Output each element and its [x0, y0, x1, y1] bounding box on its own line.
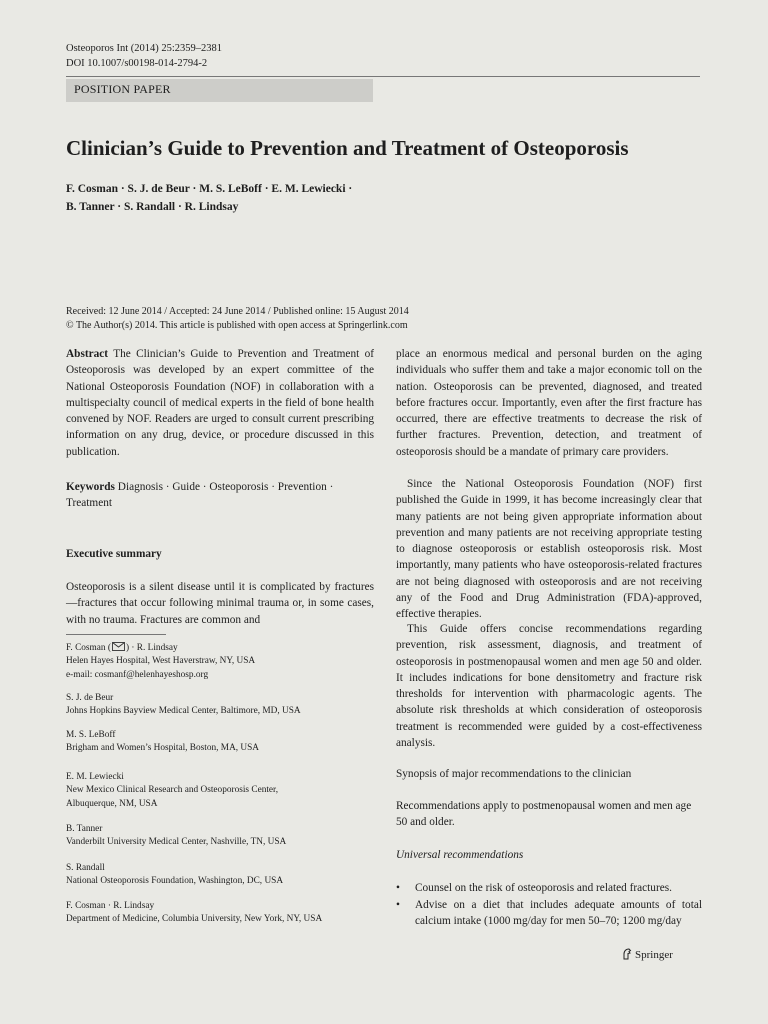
affiliation-4-name: E. M. Lewiecki [66, 772, 124, 782]
keywords-label: Keywords [66, 481, 115, 493]
article-title: Clinician’s Guide to Prevention and Treatment of Osteoporosis [66, 136, 629, 160]
affiliation-2 [66, 692, 301, 719]
recommendations-scope: Recommendations apply to postmenopausal women and men age 50 and older. [396, 800, 692, 829]
doi: DOI 10.1007/s00198-014-2794-2 [66, 58, 208, 69]
affiliation-rule [66, 634, 166, 635]
copyright-symbol: © [66, 320, 74, 331]
affiliation-7-institution: Department of Medicine, Columbia University, New York, NY, USA [66, 914, 323, 925]
body-paragraph-3: This Guide offers concise recommendations regarding prevention, risk assessment, diagnosis, and treatment of osteoporosis in postmenopausal women and men age 50 and older. It includes indications for bone densitometry and fracture risk thresholds for intervention with pharmacologic agents. The absolute risk thresholds at which consideration of osteoporosis treatment is recommended were guided by a cost-effectiveness analysis. [396, 623, 702, 750]
list-item [396, 880, 702, 896]
affiliation-1-name-b: ) · R. Lindsay [125, 643, 178, 653]
affiliation-7-name: F. Cosman · R. Lindsay [66, 901, 155, 911]
bullet-marker: • [396, 899, 400, 911]
envelope-icon[interactable] [112, 642, 125, 651]
header-rule [66, 76, 700, 77]
body-paragraph-2: Since the National Osteoporosis Foundation (NOF) first published the Guide in 1999, it has become increasingly clear that many patients are not being given appropriate information about prevention and many patients are not receiving appropriate testing to diagnose osteoporosis or establish osteoporosis risk. Most importantly, many patients who have osteoporosis-related fractures are not being diagnosed with osteoporosis and are not receiving any of the Food and Drug Administration (FDA)-approved, effective therapies. [396, 478, 702, 621]
affiliation-5 [66, 823, 286, 850]
abstract [66, 346, 374, 460]
keywords [66, 479, 374, 512]
affiliation-6 [66, 862, 283, 889]
affiliation-5-institution: Vanderbilt University Medical Center, Nashville, TN, USA [66, 837, 287, 848]
body-paragraph-1: place an enormous medical and personal burden on the aging individuals who suffer them and take a major economic toll on the nation. Osteoporosis can be prevented, diagnosed, and treated before fractures occur. Importantly, even after the first fracture has occurred, there are effective treatments to decrease the risk of further fractures. Prevention, detection, and treatment of osteoporosis should be a mandate of primary care providers. [396, 348, 702, 458]
copyright-line [66, 318, 408, 333]
executive-summary-text: Osteoporosis is a silent disease until it is complicated by fractures—fractures that occur following minimal trauma or, in some cases, with no trauma. Fractures are common and [66, 581, 374, 626]
copyright-text: The Author(s) 2014. This article is published with open access at Springerlink.com [75, 320, 408, 331]
section-label: POSITION PAPER [74, 82, 171, 96]
affiliation-3-name: M. S. LeBoff [66, 730, 116, 740]
affiliation-4 [66, 771, 278, 811]
affiliation-3 [66, 729, 259, 756]
affiliation-5-name: B. Tanner [66, 824, 103, 834]
publisher-logo [622, 948, 673, 961]
affiliation-6-name: S. Randall [66, 863, 105, 873]
list-item [396, 897, 702, 930]
springer-horse-icon [622, 948, 632, 960]
abstract-label: Abstract [66, 348, 109, 360]
executive-summary-heading: Executive summary [66, 548, 162, 560]
section-label-bar [66, 79, 373, 102]
abstract-text: The Clinician’s Guide to Prevention and Treatment of Osteoporosis was developed by an expert committee of the National Osteoporosis Foundation (NOF) in collaboration with a multispecialty council of medical experts in the field of bone health convened by NOF. Readers are urged to consult current prescribing information on any drug, device, or procedure discussed in this publication. [66, 348, 374, 458]
list-item-text: Counsel on the risk of osteoporosis and related fractures. [415, 882, 672, 894]
affiliation-1-name [66, 642, 255, 655]
affiliation-1-institution: Helen Hayes Hospital, West Haverstraw, NY, USA [66, 656, 256, 667]
authors-line-1: F. Cosman · S. J. de Beur · M. S. LeBoff · E. M. Lewiecki · [66, 183, 353, 195]
list-item-text: Advise on a diet that includes adequate amounts of total calcium intake (1000 mg/day for men 50–70; 1200 mg/day [415, 899, 702, 928]
bullet-marker: • [396, 882, 400, 894]
affiliation-2-name: S. J. de Beur [66, 693, 114, 703]
publisher-name: Springer [635, 949, 673, 961]
authors-line-2: B. Tanner · S. Randall · R. Lindsay [66, 201, 239, 213]
affiliation-4-location: Albuquerque, NM, USA [66, 798, 158, 809]
affiliation-1-email[interactable]: e-mail: cosmanf@helenhayeshosp.org [66, 669, 209, 680]
journal-citation: Osteoporos Int (2014) 25:2359–2381 [66, 43, 223, 54]
article-history: Received: 12 June 2014 / Accepted: 24 June 2014 / Published online: 15 August 2014 [66, 306, 409, 317]
affiliation-6-institution: National Osteoporosis Foundation, Washington, DC, USA [66, 876, 284, 887]
affiliation-7 [66, 900, 322, 927]
affiliation-1-name-a: F. Cosman ( [66, 643, 111, 653]
affiliation-2-institution: Johns Hopkins Bayview Medical Center, Baltimore, MD, USA [66, 706, 301, 717]
universal-recommendations-heading: Universal recommendations [396, 849, 524, 861]
keywords-text: Diagnosis · Guide · Osteoporosis · Prevention · Treatment [66, 481, 334, 510]
affiliation-1 [66, 642, 255, 682]
synopsis-heading: Synopsis of major recommendations to the clinician [396, 768, 632, 780]
affiliation-4-institution: New Mexico Clinical Research and Osteoporosis Center, [66, 785, 279, 796]
affiliation-3-institution: Brigham and Women’s Hospital, Boston, MA, USA [66, 743, 260, 754]
